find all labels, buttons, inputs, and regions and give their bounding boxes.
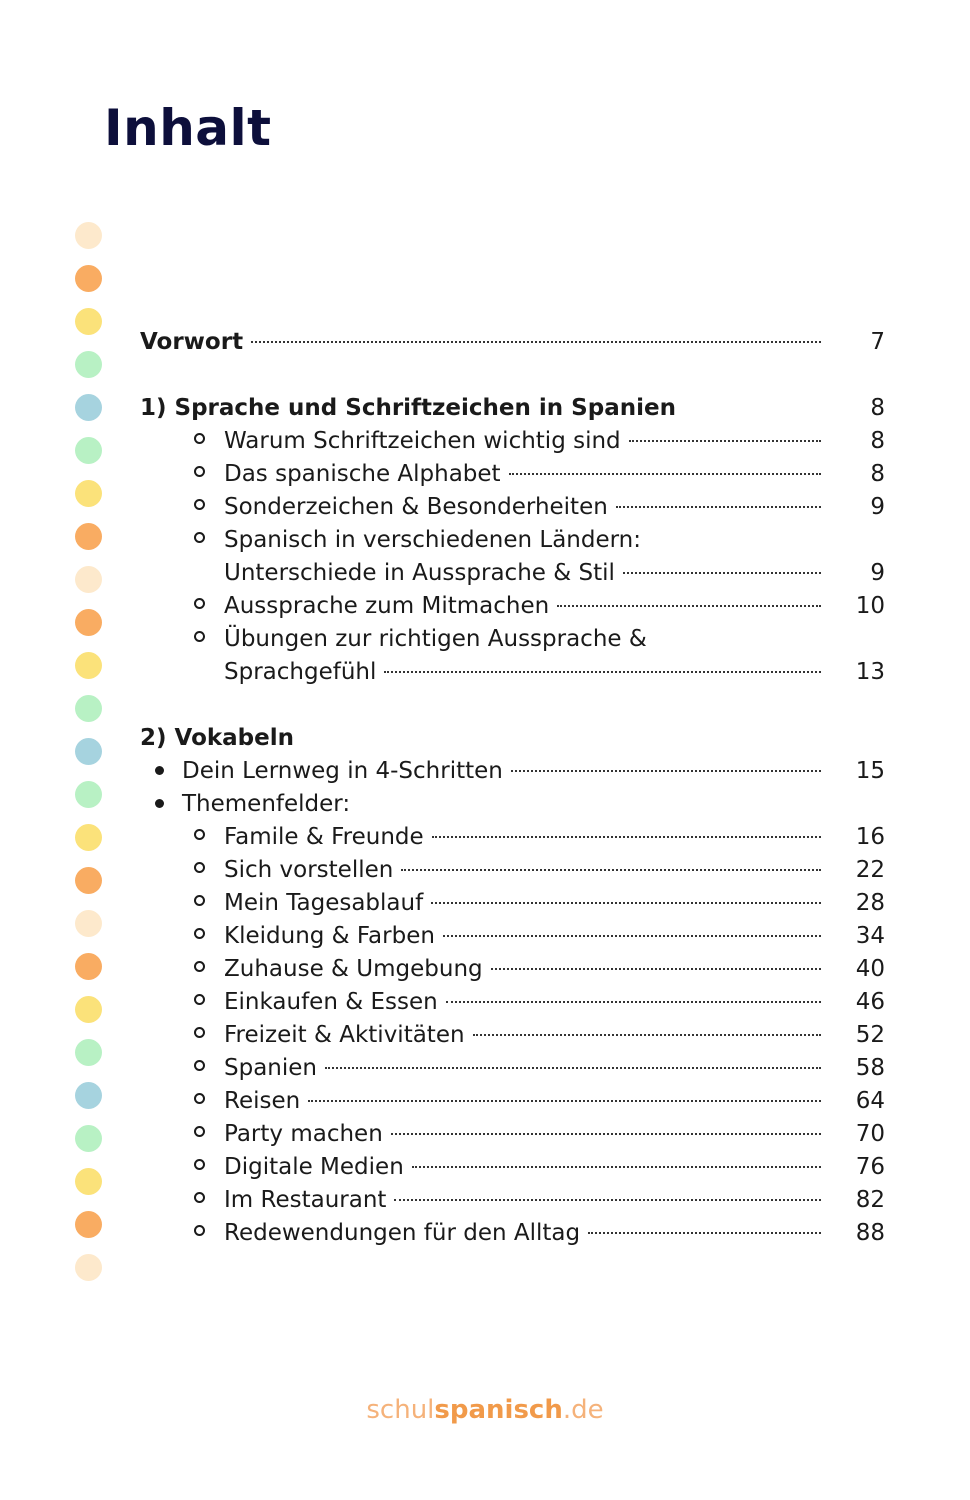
decorative-dot [75,265,102,292]
toc-entry [140,590,885,623]
toc-entry-label: Warum Schriftzeichen wichtig sind [224,428,621,454]
dot-leader [431,900,821,904]
toc-entry [140,425,885,458]
footer-brand-part: spanisch [434,1395,563,1425]
toc-entry-page: 9 [870,494,885,520]
decorative-dot [75,781,102,808]
circle-bullet-icon [194,532,205,543]
dot-leader [491,966,821,970]
toc-entry [140,821,885,854]
decorative-dot [75,222,102,249]
dot-leader [432,834,821,838]
toc-entry [140,557,885,590]
circle-bullet-icon [194,829,205,840]
circle-bullet-icon [194,1126,205,1137]
toc-entry-label: Übungen zur richtigen Aussprache & [224,626,647,652]
toc-entry-label: Vorwort [140,329,244,355]
decorative-dot [75,609,102,636]
decorative-dot [75,695,102,722]
dot-leader [384,669,821,673]
circle-bullet-icon [194,928,205,939]
circle-bullet-icon [194,961,205,972]
toc-entry-page: 82 [855,1187,885,1213]
dot-leader [557,603,821,607]
toc-entry-page: 46 [855,989,885,1015]
dot-leader [443,933,821,937]
decorative-dot [75,824,102,851]
decorative-dot [75,652,102,679]
toc-entry-page: 52 [855,1022,885,1048]
toc-entry-page: 13 [855,659,885,685]
dot-leader [302,737,821,739]
dot-leader [511,768,821,772]
toc-entry-label: Das spanische Alphabet [224,461,501,487]
dot-leader [358,803,821,805]
toc-entry-page: 28 [855,890,885,916]
toc-entry-page: 8 [870,395,885,421]
circle-bullet-icon [194,466,205,477]
decorative-dot [75,867,102,894]
toc-entry [140,986,885,1019]
circle-bullet-icon [194,598,205,609]
circle-bullet-icon [194,1225,205,1236]
toc-entry-label: Zuhause & Umgebung [224,956,483,982]
toc-entry [140,458,885,491]
circle-bullet-icon [194,631,205,642]
footer-brand-part: schul [366,1395,435,1425]
decorative-dot [75,1254,102,1281]
decorative-dot [75,996,102,1023]
toc-entry-label: 2) Vokabeln [140,725,295,751]
footer-brand [0,1395,970,1425]
circle-bullet-icon [194,994,205,1005]
circle-bullet-icon [194,895,205,906]
toc-entry-page: 88 [855,1220,885,1246]
toc-entry [140,788,885,821]
decorative-dot [75,1211,102,1238]
toc-entry-label: Freizeit & Aktivitäten [224,1022,465,1048]
dot-leader [473,1032,821,1036]
toc-entry [140,1184,885,1217]
toc-entry [140,491,885,524]
toc-entry-label: Sprachgefühl [224,659,377,685]
toc-entry-page: 7 [870,329,885,355]
dot-leader [684,407,821,409]
decorative-dot [75,1039,102,1066]
bullet-icon [155,799,164,808]
toc-entry-label: Sonderzeichen & Besonderheiten [224,494,608,520]
toc-entry [140,953,885,986]
table-of-contents [140,326,885,1250]
toc-entry [140,1217,885,1250]
toc-entry-page: 16 [855,824,885,850]
dot-leader [655,638,821,640]
toc-entry-label: Im Restaurant [224,1187,387,1213]
toc-entry-label: Party machen [224,1121,383,1147]
decorative-dot [75,351,102,378]
toc-entry-page: 70 [855,1121,885,1147]
decorative-dot [75,394,102,421]
toc-entry-label: Famile & Freunde [224,824,424,850]
toc-entry-page: 58 [855,1055,885,1081]
toc-entry-page: 9 [870,560,885,586]
toc-entry-label: Spanisch in verschiedenen Ländern: [224,527,641,553]
footer-brand-part: .de [562,1395,604,1425]
toc-entry-label: Themenfelder: [182,791,351,817]
toc-entry [140,656,885,689]
toc-entry [140,1118,885,1151]
page-title: Inhalt [104,99,272,157]
dot-leader [394,1197,821,1201]
toc-entry-page: 22 [855,857,885,883]
toc-entry-label: Kleidung & Farben [224,923,435,949]
decorative-dot [75,953,102,980]
toc-entry-page: 10 [855,593,885,619]
toc-entry-label: Unterschiede in Aussprache & Stil [224,560,615,586]
toc-entry-page: 40 [855,956,885,982]
dot-leader [623,570,821,574]
toc-entry [140,854,885,887]
dot-leader [391,1131,821,1135]
toc-entry-label: Mein Tagesablauf [224,890,424,916]
dot-leader [509,471,821,475]
toc-entry-label: Spanien [224,1055,317,1081]
toc-entry [140,392,885,425]
toc-entry [140,920,885,953]
toc-entry-label: Aussprache zum Mitmachen [224,593,550,619]
dot-leader [588,1230,821,1234]
dot-leader [308,1098,821,1102]
toc-entry [140,887,885,920]
toc-entry-label: Dein Lernweg in 4-Schritten [182,758,503,784]
toc-entry [140,524,885,557]
toc-entry-label: Redewendungen für den Alltag [224,1220,581,1246]
dot-leader [616,504,821,508]
decorative-dot [75,566,102,593]
decorative-dot [75,480,102,507]
dot-leader [649,539,821,541]
toc-entry [140,1019,885,1052]
decorative-dot [75,1168,102,1195]
toc-entry-label: Sich vorstellen [224,857,394,883]
decorative-dot-column [75,222,103,1297]
toc-entry [140,326,885,359]
bullet-icon [155,766,164,775]
circle-bullet-icon [194,1159,205,1170]
toc-entry-page: 76 [855,1154,885,1180]
toc-entry-page: 8 [870,461,885,487]
dot-leader [325,1065,821,1069]
toc-entry-page: 34 [855,923,885,949]
circle-bullet-icon [194,499,205,510]
decorative-dot [75,738,102,765]
toc-entry [140,755,885,788]
dot-leader [412,1164,821,1168]
dot-leader [251,339,821,343]
decorative-dot [75,437,102,464]
decorative-dot [75,523,102,550]
circle-bullet-icon [194,862,205,873]
toc-entry-label: Einkaufen & Essen [224,989,438,1015]
circle-bullet-icon [194,1093,205,1104]
circle-bullet-icon [194,1060,205,1071]
toc-entry [140,1151,885,1184]
decorative-dot [75,910,102,937]
toc-entry [140,722,885,755]
toc-entry-page: 15 [855,758,885,784]
toc-entry [140,1052,885,1085]
toc-entry-page: 8 [870,428,885,454]
toc-entry [140,623,885,656]
dot-leader [446,999,821,1003]
decorative-dot [75,1082,102,1109]
dot-leader [401,867,821,871]
dot-leader [629,438,821,442]
toc-entry [140,1085,885,1118]
toc-entry-label: Digitale Medien [224,1154,404,1180]
toc-entry-label: Reisen [224,1088,301,1114]
decorative-dot [75,308,102,335]
toc-entry-label: 1) Sprache und Schriftzeichen in Spanien [140,395,676,421]
circle-bullet-icon [194,433,205,444]
circle-bullet-icon [194,1192,205,1203]
circle-bullet-icon [194,1027,205,1038]
decorative-dot [75,1125,102,1152]
toc-entry-page: 64 [855,1088,885,1114]
